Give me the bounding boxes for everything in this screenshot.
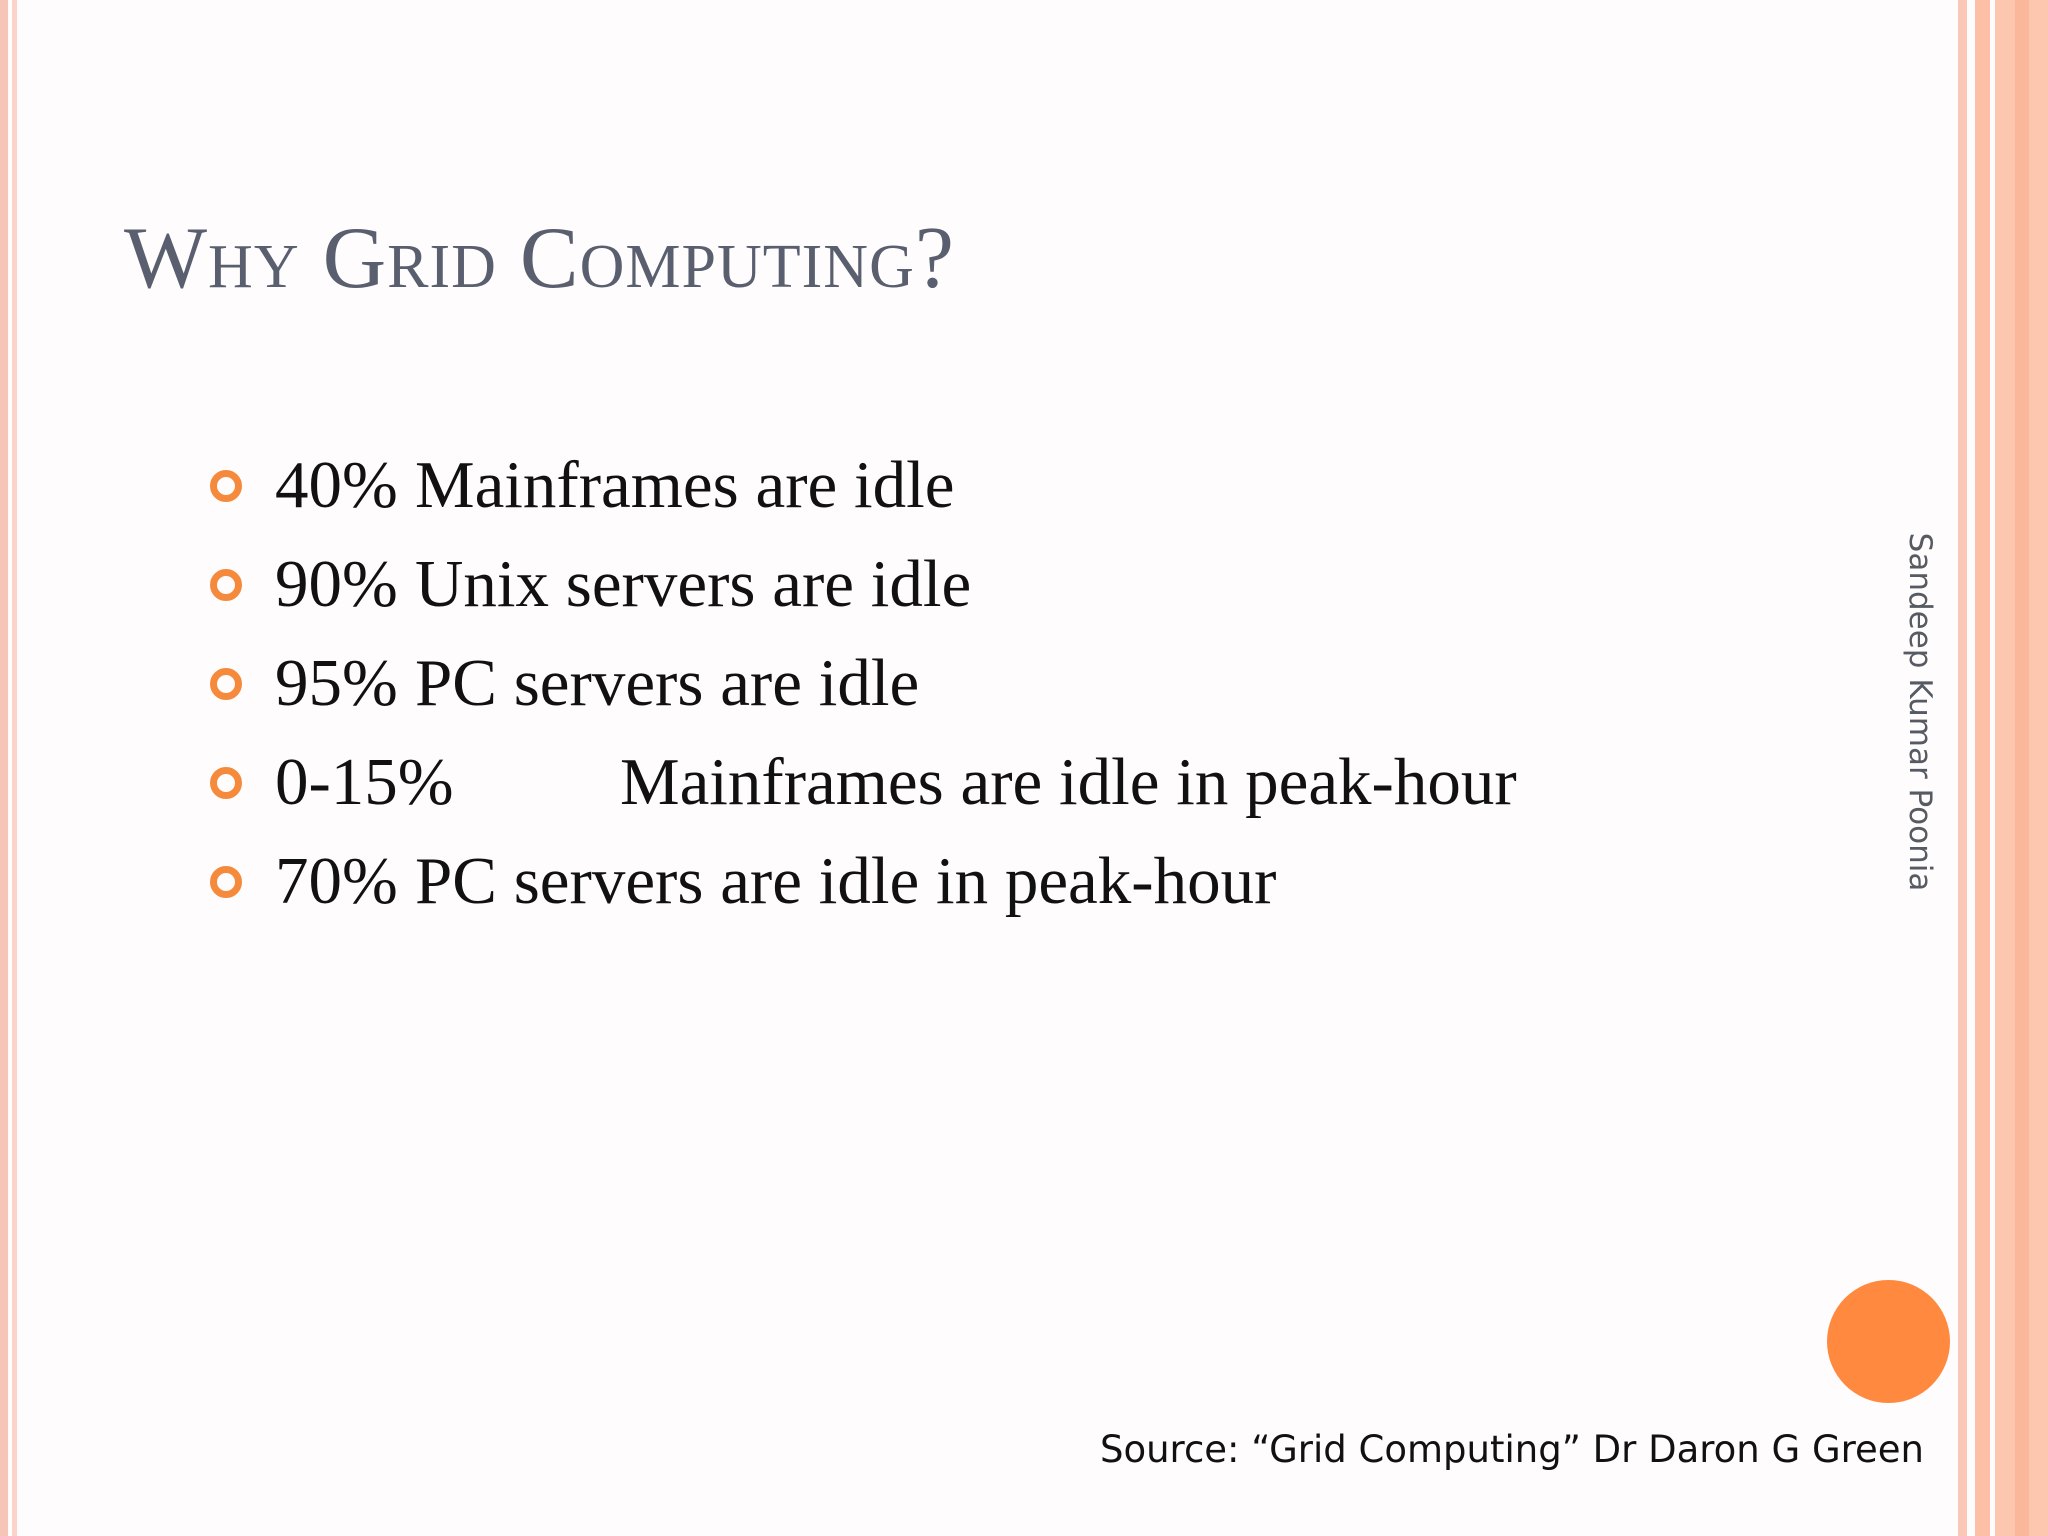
left-border-stripe [0,0,8,1536]
slide-title: Why Grid Computing? [124,210,955,307]
ring-bullet-icon [210,668,242,700]
bullet-text [275,447,954,524]
bullet-description: Unix servers are idle [415,547,972,621]
bullet-percent: 40% [275,448,398,522]
ring-bullet-icon [210,767,242,799]
bullet-text [275,546,971,623]
bullet-percent: 95% [275,646,398,720]
right-border-stripe [1975,0,1990,1536]
bullet-percent: 0-15% [275,745,454,819]
author-name: Sandeep Kumar Poonia [1902,532,1938,892]
list-item [210,535,1517,634]
ring-bullet-icon [210,470,242,502]
right-border-stripe [1958,0,1967,1536]
bullet-percent: 90% [275,547,398,621]
ring-bullet-icon [210,569,242,601]
source-citation: Source: “Grid Computing” Dr Daron G Green [1099,1428,1924,1471]
list-item [210,634,1517,733]
orange-circle-decoration [1827,1280,1950,1403]
bullet-text [275,744,1517,821]
list-item [210,436,1517,535]
bullet-description: Mainframes are idle in peak-hour [620,745,1517,819]
bullet-description: PC servers are idle in peak-hour [415,844,1277,918]
bullet-description: PC servers are idle [415,646,920,720]
list-item [210,733,1517,832]
right-border-stripe [2015,0,2029,1536]
bullet-description: Mainframes are idle [415,448,955,522]
bullet-text [275,645,919,722]
left-border-stripe [12,0,17,1536]
bullet-percent: 70% [275,844,398,918]
ring-bullet-icon [210,866,242,898]
bullet-text [275,843,1276,920]
bullet-list [210,436,1517,931]
list-item [210,832,1517,931]
